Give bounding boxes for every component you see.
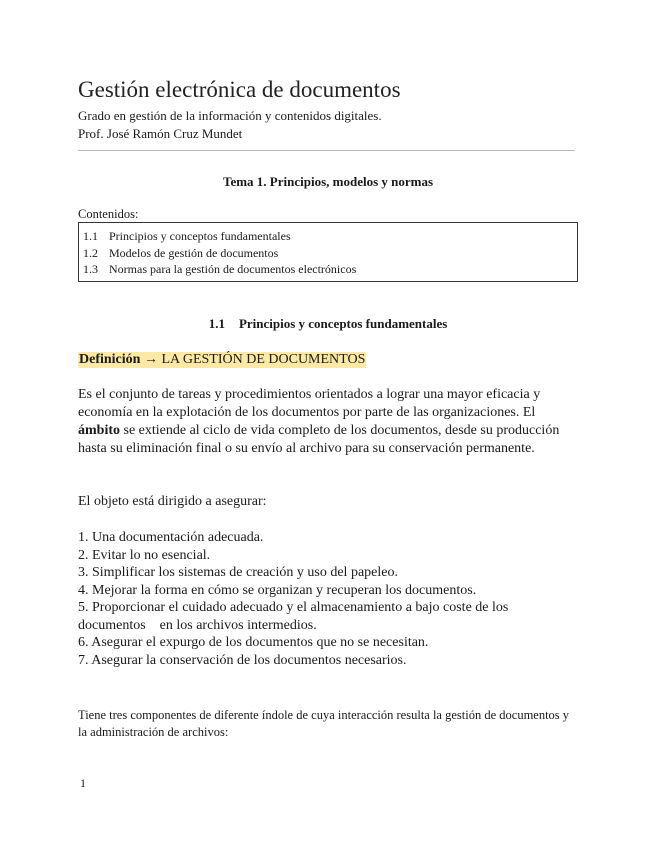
list-item: 7. Asegurar la conservación de los documentos necesarios. (78, 652, 407, 668)
toc-item-label: Modelos de gestión de documentos (109, 245, 279, 260)
objectives-list (78, 529, 578, 669)
list-item: 1. Una documentación adecuada. (78, 530, 264, 545)
document-author: Prof. José Ramón Cruz Mundet (78, 126, 243, 141)
toc-item[interactable] (83, 228, 573, 245)
toc-item-number: 1.3 (83, 262, 98, 276)
contents-label: Contenidos: (78, 207, 139, 221)
definition-label: Definición (79, 352, 141, 367)
list-item: 6. Asegurar el expurgo de los documentos que no se necesitan. (78, 635, 429, 650)
document-subtitle: Grado en gestión de la información y contenidos digitales. (78, 108, 382, 123)
page-number: 1 (80, 776, 86, 790)
definition-term: LA GESTIÓN DE DOCUMENTOS (161, 352, 366, 367)
toc-item-number: 1.1 (83, 229, 98, 243)
toc-item[interactable] (83, 261, 573, 278)
components-paragraph: Tiene tres componentes de diferente índole de cuya interacción resulta la gestión de documentos y la administración de archivos: (78, 708, 570, 739)
objeto-text: El objeto está dirigido a asegurar: (78, 494, 267, 509)
paragraph-bold-term: ámbito (78, 423, 120, 438)
definition-paragraph (78, 386, 578, 458)
section-heading (78, 316, 578, 332)
definition-highlight (78, 352, 366, 368)
toc-item-label: Principios y conceptos fundamentales (109, 229, 291, 243)
list-item: 3. Simplificar los sistemas de creación y uso del papeleo. (78, 565, 398, 580)
document-title: Gestión electrónica de documentos (78, 77, 401, 102)
paragraph-text-1: Es el conjunto de tareas y procedimientos orientados a lograr una mayor eficacia y economía en la explotación de los documentos por parte de las organizaciones. El (78, 387, 541, 420)
header-divider (78, 150, 575, 151)
section-number: 1.1 (208, 316, 225, 331)
tema-heading: Tema 1. Principios, modelos y normas (222, 174, 434, 189)
list-item: 5. Proporcionar el cuidado adecuado y el almacenamiento a bajo coste de los (78, 600, 509, 615)
toc-item-label: Normas para la gestión de documentos electrónicos (109, 262, 357, 276)
arrow-icon: → (143, 352, 158, 367)
section-title: Principios y conceptos fundamentales (238, 316, 448, 331)
toc-item-number: 1.2 (83, 245, 98, 260)
list-item: 2. Evitar lo no esencial. (78, 547, 211, 563)
list-item: documentos en los archivos intermedios. (78, 617, 317, 633)
list-item: 4. Mejorar la forma en cómo se organizan y recuperan los documentos. (78, 582, 477, 598)
table-of-contents (78, 222, 578, 282)
toc-item[interactable] (83, 245, 573, 262)
paragraph-text-2: se extiende al ciclo de vida completo de los documentos, desde su producción hasta su eliminación final o su envío al archivo para su conservación permanente. (78, 423, 560, 456)
